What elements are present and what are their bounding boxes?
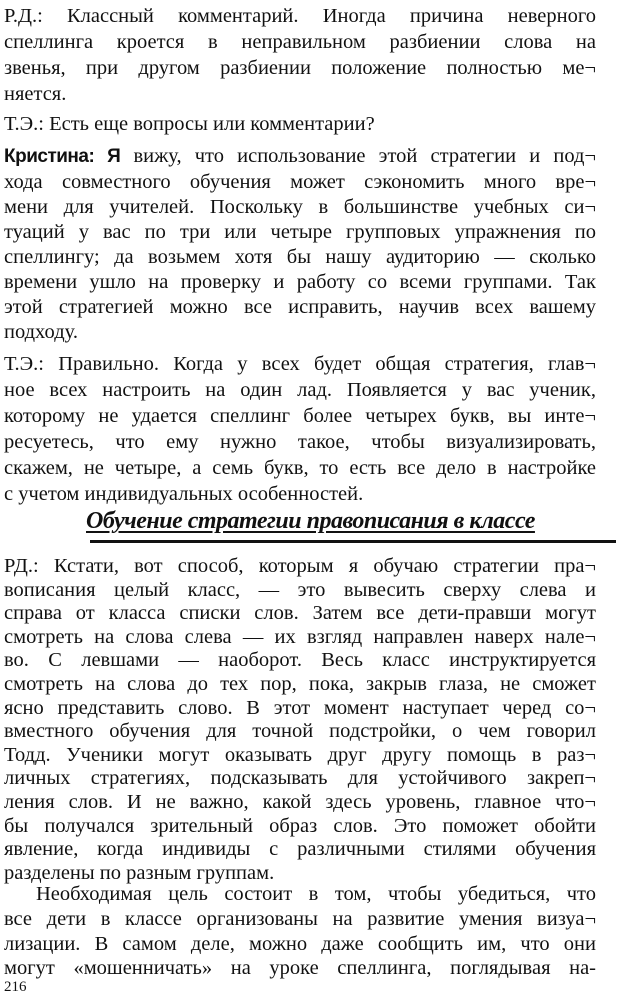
- text-run: вижу, что использование этой стратегии и под¬: [120, 145, 596, 167]
- text-line: могут «мошенничать» на уроке спеллинга, поглядывая на-: [4, 957, 596, 979]
- text-line: все дети в классе организованы на развитие умения визуа¬: [4, 908, 596, 930]
- text-line: бы получался зрительный образ слов. Это поможет обойти: [4, 814, 596, 837]
- text-line: [4, 144, 596, 169]
- text-line: Тодд. Ученики могут оказывать друг другу помощь в раз¬: [4, 743, 596, 766]
- text-line: лизации. В самом деле, можно даже сообщить им, что они: [4, 933, 596, 955]
- text-line: скажем, не четыре, а семь букв, то есть все дело в настройке: [4, 457, 596, 479]
- text-line: с учетом индивидуальных особенностей.: [4, 483, 364, 505]
- text-line: Р.Д.: Классный комментарий. Иногда причина неверного: [4, 5, 596, 27]
- text-line: личных стратегиях, подсказывать для устойчивого закреп¬: [4, 767, 596, 790]
- speaker-name: Кристина: Я: [4, 146, 121, 167]
- text-line: Необходимая цель состоит в том, чтобы убедиться, что: [36, 883, 596, 905]
- text-line: времени ушло на проверку и работу со всеми группами. Так: [4, 271, 596, 293]
- text-line: во. С левшами — наоборот. Весь класс инструктируется: [4, 649, 596, 672]
- text-line: смотреть на слова до тех пор, пока, закрыв глаза, не сможет: [4, 673, 596, 695]
- text-line: разделены по разным группам.: [4, 861, 275, 884]
- text-line: звенья, при другом разбиении положение полностью ме¬: [4, 57, 596, 79]
- heading-rule: [90, 540, 616, 543]
- text-line: справа от класса списки слов. Затем все дети-правши могут: [4, 602, 596, 625]
- text-line: явление, когда индивиды с различными стилями обучения: [4, 838, 596, 861]
- text-line: Т.Э.: Правильно. Когда у всех будет общая стратегия, глав¬: [4, 353, 596, 375]
- text-line: спеллингу; да возьмем хотя бы нашу аудиторию — сколько: [4, 246, 596, 268]
- text-line: Т.Э.: Есть еще вопросы или комментарии?: [4, 113, 375, 135]
- text-line: няется.: [4, 83, 67, 105]
- text-line: вместного обучения для точной подстройки, о чем говорил: [4, 720, 596, 743]
- text-line: ресуетесь, что ему нужно такое, чтобы визуализировать,: [4, 431, 596, 453]
- section-heading: Обучение стратегии правописания в классе: [86, 508, 535, 534]
- text-line: ное всех настроить на один лад. Появляется у вас ученик,: [4, 379, 596, 401]
- text-line: вописания целый класс, — это вывесить сверху слева и: [4, 578, 596, 601]
- text-line: ясно представить слово. В этот момент наступает черед со¬: [4, 696, 596, 719]
- text-line: этой стратегией можно все исправить, научив всех вашему: [4, 296, 596, 318]
- text-line: туаций у вас по три или четыре групповых упражнения по: [4, 221, 596, 243]
- text-line: которому не удается спеллинг более четырех букв, вы инте¬: [4, 405, 596, 427]
- page-number: 216: [4, 979, 27, 995]
- text-line: ления слов. И не важно, какой здесь уровень, главное что¬: [4, 791, 596, 813]
- text-line: хода совместного обучения может сэкономить много вре¬: [4, 171, 596, 193]
- text-line: спеллинга кроется в неправильном разбиении слова на: [4, 31, 596, 53]
- text-line: мени для учителей. Поскольку в большинстве учебных си¬: [4, 196, 596, 218]
- text-line: смотреть на слова слева — их взгляд направлен наверх нале¬: [4, 625, 596, 648]
- text-line: подходу.: [4, 321, 78, 343]
- text-line: РД.: Кстати, вот способ, которым я обучаю стратегии пра¬: [4, 555, 596, 577]
